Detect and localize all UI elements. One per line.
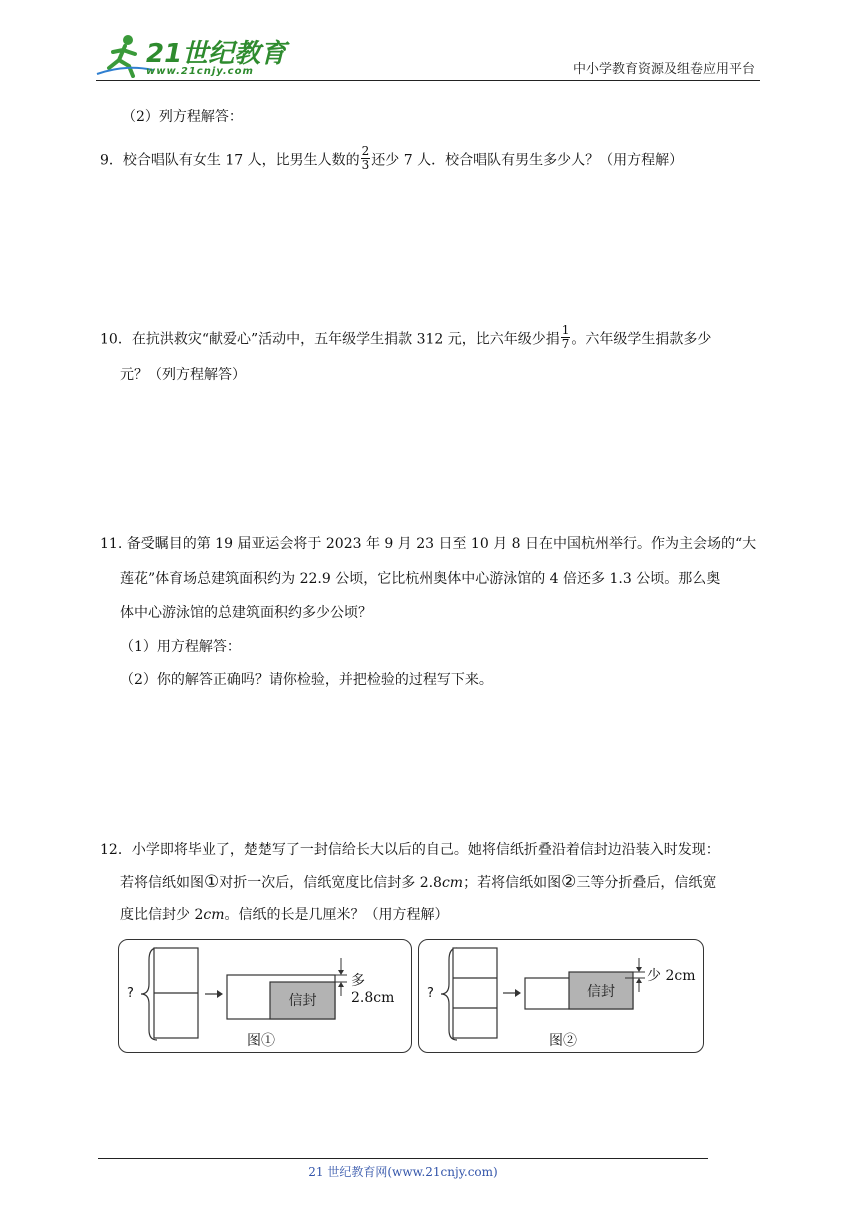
header-right-text: 中小学教育资源及组卷应用平台 <box>573 62 756 77</box>
figure-1-question-mark: ? <box>127 986 134 1001</box>
figure-1-caption: 图① <box>247 1033 275 1049</box>
question-12-line1: 12．小学即将毕业了，楚楚写了一封信给长大以后的自己。她将信纸折叠沿着信封边沿装入时发现： <box>100 842 720 858</box>
figure-2-envelope-label: 信封 <box>587 984 615 1000</box>
question-11-line1: 11. 备受瞩目的第 19 届亚运会将于 2023 年 9 月 23 日至 10 月 8 日在中国杭州举行。作为主会场的“大 <box>100 536 757 552</box>
question-11-line2: 莲花”体育场总建筑面积约为 22.9 公顷，它比杭州奥体中心游泳馆的 4 倍还多 1.3 公顷。那么奥 <box>120 571 721 587</box>
figure-2-caption: 图② <box>549 1033 577 1049</box>
figure-1-envelope-label: 信封 <box>288 993 317 1009</box>
question-10-line1 <box>100 323 712 353</box>
q10-fraction: $\frac{1}{7}$ <box>561 323 570 351</box>
figure-2 <box>418 939 704 1053</box>
q10-part2: 。六年级学生捐款多少 <box>571 331 712 348</box>
header <box>0 0 860 90</box>
q9-fraction: $\frac{2}{3}$ <box>361 144 370 172</box>
q9-part1: 9．校合唱队有女生 17 人，比男生人数的 <box>100 152 360 169</box>
header-rule <box>96 80 760 81</box>
figure-1-annotation: 多 2.8cm <box>351 973 395 1006</box>
logo-text: 21世纪教育 <box>146 39 287 69</box>
q8-sub2: （2）列方程解答： <box>122 109 243 125</box>
question-12-line2: 若将信纸如图①对折一次后，信纸宽度比信封多 2.8cm；若将信纸如图②三等分折叠后，信纸宽 <box>120 872 717 892</box>
circled-two: ② <box>561 872 577 892</box>
question-10-line2: 元？（列方程解答） <box>120 367 246 383</box>
figure-2-question-mark: ? <box>427 986 434 1001</box>
question-12-line3: 度比信封少 2cm。信纸的长是几厘米？（用方程解） <box>120 907 449 923</box>
footer-rule <box>98 1158 708 1159</box>
question-9 <box>100 144 684 174</box>
q10-part1: 10．在抗洪救灾“献爱心”活动中，五年级学生捐款 312 元，比六年级少捐 <box>100 331 560 348</box>
q9-part2: 还少 7 人．校合唱队有男生多少人？（用方程解） <box>371 152 684 169</box>
question-11-sub2: （2）你的解答正确吗？请你检验，并把检验的过程写下来。 <box>120 672 493 688</box>
question-11-line3: 体中心游泳馆的总建筑面积约多少公顷？ <box>120 605 372 621</box>
logo-url: www.21cnjy.com <box>146 66 254 77</box>
figure-2-annotation: 少 2cm <box>647 968 696 984</box>
figure-1 <box>118 939 412 1053</box>
circled-one: ① <box>204 872 220 892</box>
question-11-sub1: （1）用方程解答： <box>120 639 241 655</box>
footer-text[interactable]: 21 世纪教育网(www.21cnjy.com) <box>308 1165 498 1179</box>
